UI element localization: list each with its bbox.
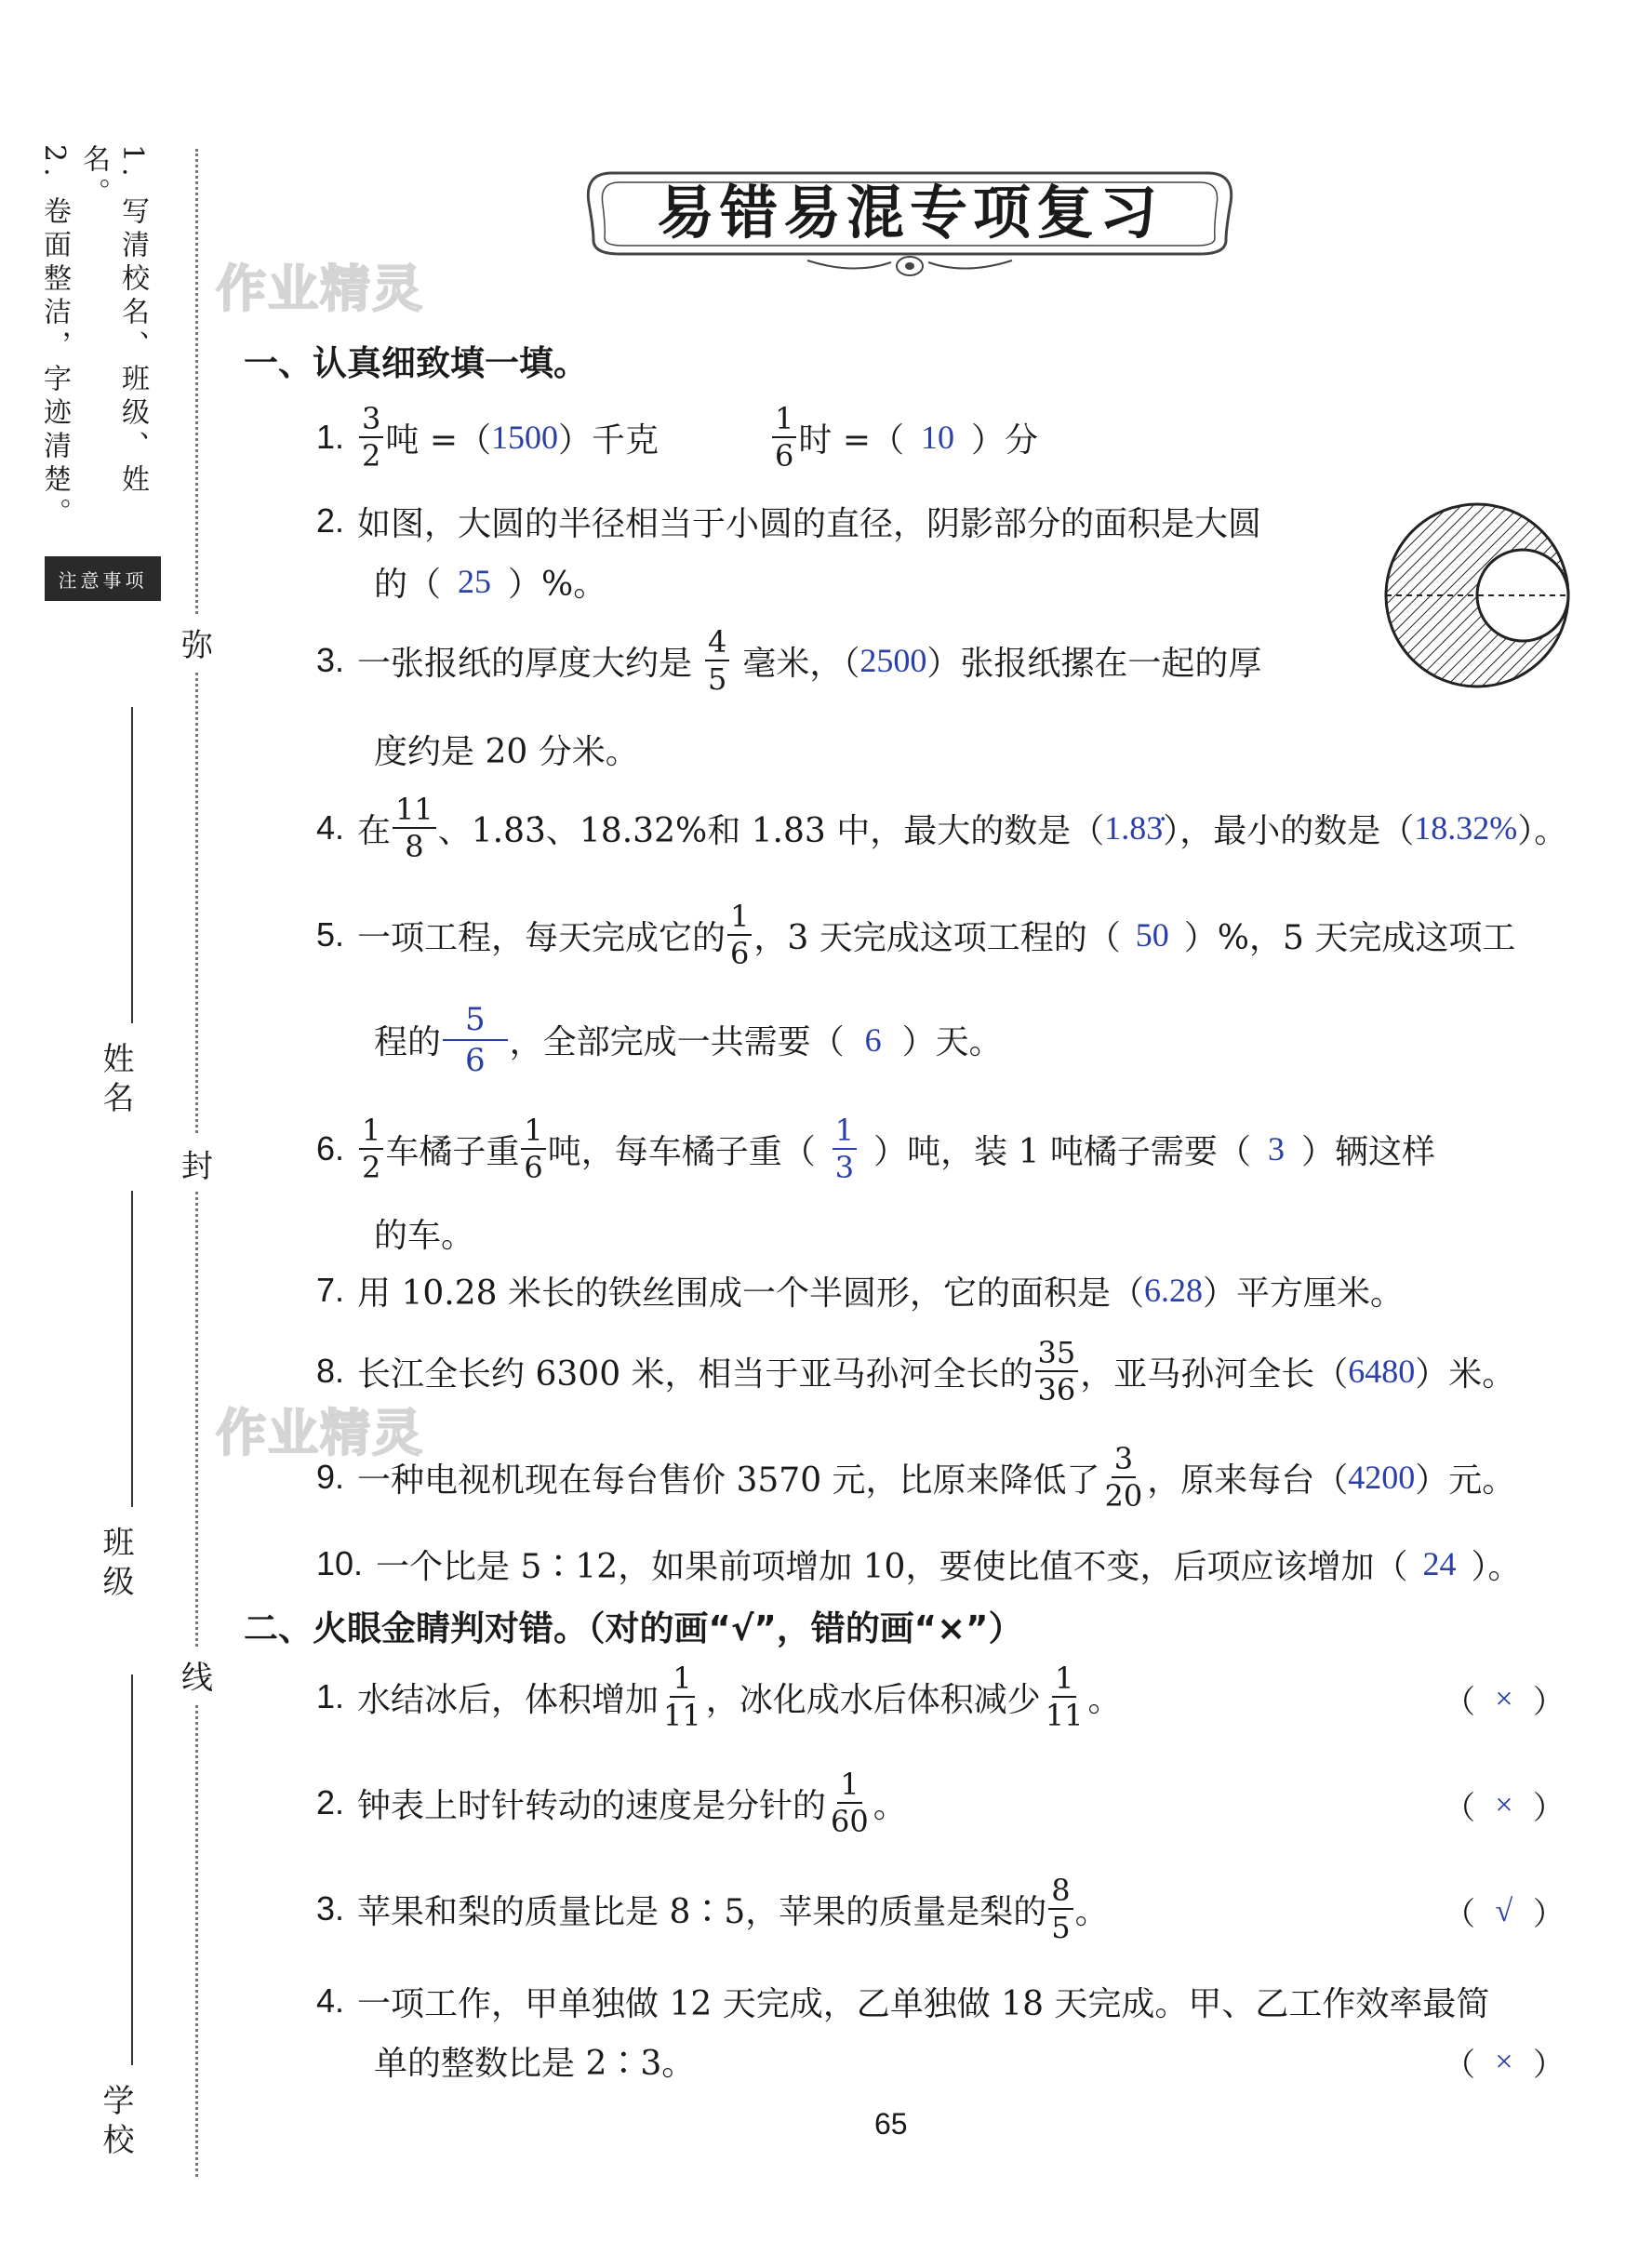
fraction-answer — [443, 1000, 508, 1079]
numerator: 5 — [443, 1004, 508, 1041]
denominator: 36 — [1037, 1372, 1076, 1407]
text: 长江全长约 6300 米，相当于亚马孙河全长的 — [357, 1354, 1033, 1394]
text: 水结冰后，体积增加 — [357, 1680, 659, 1719]
school-field-line — [131, 1674, 133, 2065]
question-9 — [316, 1438, 1515, 1516]
answer: 6.28 — [1143, 1272, 1203, 1309]
question-1 — [316, 400, 1038, 474]
denominator: 3 — [834, 1150, 855, 1185]
text: 一个比是 5∶12，如果前项增加 10，要使比值不变，后项应该增加（ — [376, 1547, 1408, 1586]
watermark: 作业精灵 — [216, 260, 424, 318]
denominator: 11 — [1045, 1698, 1084, 1733]
fraction — [705, 624, 729, 697]
fraction — [828, 1767, 872, 1839]
text: ）千克 — [558, 420, 659, 460]
question-10 — [316, 1541, 1521, 1587]
question-3-line-2 — [374, 726, 639, 772]
numerator: 1 — [1052, 1663, 1076, 1698]
text: ）米。 — [1415, 1354, 1516, 1394]
denominator: 5 — [1051, 1910, 1071, 1945]
bracket: ） — [1533, 2047, 1565, 2084]
name-field-line — [131, 707, 133, 1023]
text: ）。 — [1471, 1547, 1522, 1586]
text: ）分 — [970, 420, 1038, 460]
answer: 50 — [1135, 916, 1169, 954]
answer-bracket — [1444, 1676, 1565, 1722]
question-number: 4. — [316, 808, 345, 847]
text: ）天。 — [901, 1023, 1003, 1061]
denominator: 20 — [1104, 1478, 1143, 1514]
denominator: 6 — [730, 936, 750, 971]
question-6 — [316, 1107, 1435, 1191]
fraction — [727, 899, 752, 971]
fraction — [359, 1113, 383, 1185]
fraction-answer — [833, 1113, 857, 1185]
text: 吨，每车橘子重（ — [547, 1132, 816, 1171]
text: 如图，大圆的半径相当于小圆的直径，阴影部分的面积是大圆 — [357, 504, 1262, 543]
question-number: 2. — [316, 1783, 345, 1821]
fraction — [660, 1661, 704, 1733]
question-7 — [316, 1267, 1404, 1314]
text: ）张报纸摞在一起的厚 — [926, 644, 1262, 683]
text: 。 — [1074, 1892, 1109, 1931]
text: 毫米，（ — [742, 644, 860, 683]
answer: 4200 — [1348, 1459, 1416, 1496]
question-number: 1. — [316, 418, 345, 456]
circle-figure-icon — [1377, 495, 1578, 696]
fraction — [1048, 1873, 1072, 1945]
name-field-label: 姓名 — [97, 1042, 134, 1120]
numerator: 1 — [837, 1769, 861, 1804]
denominator: 5 — [708, 661, 727, 697]
question-4 — [316, 791, 1567, 865]
bracket: ） — [1533, 1790, 1565, 1827]
fraction — [1102, 1441, 1146, 1514]
question-number: 4. — [316, 1981, 345, 2020]
question-number: 2. — [316, 501, 345, 540]
text: 程的 — [374, 1023, 442, 1061]
text: ）%。 — [508, 565, 607, 604]
bracket: （ — [1444, 1684, 1475, 1721]
bracket: （ — [1444, 2047, 1475, 2084]
judge-mark: × — [1495, 1681, 1513, 1716]
text: ，3 天完成这项工程的（ — [753, 918, 1121, 957]
judge-question-3 — [316, 1870, 1109, 1948]
section-heading: 一、认真细致填一填。 — [244, 343, 588, 383]
answer: 24 — [1422, 1545, 1457, 1582]
text: 时 =（ — [798, 420, 904, 460]
text: 一项工程，每天完成它的 — [357, 918, 726, 957]
question-number: 6. — [316, 1129, 345, 1167]
text: ，亚马孙河全长（ — [1080, 1354, 1349, 1394]
question-3 — [316, 623, 1261, 698]
binding-margin — [0, 0, 213, 2268]
question-number: 9. — [316, 1458, 345, 1496]
text: 钟表上时针转动的速度是分针的 — [357, 1786, 827, 1825]
text: ）平方厘米。 — [1202, 1274, 1404, 1313]
text: ，原来每台（ — [1147, 1461, 1349, 1500]
text: 一张报纸的厚度大约是 — [357, 644, 693, 683]
answer-bracket — [1444, 1782, 1565, 1828]
question-6-line-2 — [374, 1209, 474, 1256]
fraction — [1043, 1661, 1086, 1733]
question-8 — [316, 1332, 1515, 1410]
text: 吨 =（ — [385, 420, 491, 460]
bracket: ） — [1532, 1896, 1565, 1933]
question-2-line-2 — [374, 558, 606, 605]
judge-question-4 — [316, 1978, 1489, 2024]
question-5 — [316, 898, 1515, 972]
answer: 25 — [458, 563, 492, 600]
denominator: 6 — [465, 1041, 486, 1079]
question-number: 8. — [316, 1352, 345, 1390]
numerator: 8 — [1048, 1875, 1072, 1910]
denominator: 2 — [362, 438, 381, 474]
class-field-label: 班级 — [97, 1526, 134, 1604]
title-banner — [575, 156, 1245, 287]
judge-question-4-line-2 — [374, 2037, 695, 2084]
numerator: 3 — [1112, 1444, 1136, 1478]
question-5-line-2 — [374, 995, 1003, 1084]
answer: 2500 — [859, 642, 927, 679]
judge-mark: × — [1495, 1787, 1513, 1822]
text: 。 — [873, 1786, 907, 1825]
question-2 — [316, 498, 1261, 544]
text: ，冰化成水后体积减少 — [705, 1680, 1041, 1719]
denominator: 2 — [362, 1150, 381, 1185]
answer: 6480 — [1348, 1353, 1416, 1390]
question-number: 1. — [316, 1677, 345, 1715]
judge-question-1 — [316, 1658, 1122, 1736]
text: ）辆这样 — [1300, 1132, 1435, 1171]
question-number: 3. — [316, 641, 345, 679]
question-number: 7. — [316, 1271, 345, 1309]
text: 一种电视机现在每台售价 3570 元，比原来降低了 — [357, 1461, 1100, 1500]
text: 。 — [1087, 1680, 1122, 1719]
answer: 10 — [920, 419, 954, 456]
bracket: ） — [1533, 1684, 1565, 1721]
text: 度约是 20 分米。 — [374, 732, 639, 771]
class-field-line — [131, 1191, 133, 1507]
judge-question-2 — [316, 1764, 907, 1842]
answer-bracket — [1444, 1888, 1565, 1934]
answer: 6 — [864, 1021, 882, 1059]
judge-mark: √ — [1495, 1893, 1513, 1928]
fraction — [521, 1113, 545, 1185]
text: ）%，5 天完成这项工 — [1183, 918, 1516, 957]
answer: 1.83̇ — [1104, 809, 1164, 847]
text: 的车。 — [374, 1216, 475, 1255]
notice-text — [38, 144, 152, 535]
text: ）。 — [1517, 811, 1568, 850]
notice-tag: 注意事项 — [45, 556, 161, 601]
cut-mark-feng: 封 — [181, 1135, 213, 1192]
text: 、1.83̇、18.32%和 1.83 中，最大的数是（ — [437, 811, 1105, 850]
denominator: 8 — [405, 829, 424, 864]
fraction — [393, 792, 436, 864]
answer: 1500 — [491, 419, 558, 456]
question-number: 5. — [316, 915, 345, 954]
bracket: （ — [1444, 1896, 1475, 1933]
text: 在 — [357, 811, 392, 850]
bracket: （ — [1444, 1790, 1475, 1827]
numerator: 1 — [670, 1663, 694, 1698]
cut-mark-mi: 弥 — [181, 614, 213, 671]
denominator: 6 — [524, 1150, 543, 1185]
denominator: 11 — [663, 1698, 701, 1733]
text: ）吨，装 1 吨橘子需要（ — [873, 1132, 1251, 1171]
text: 车橘子重 — [385, 1132, 520, 1171]
numerator: 1 — [359, 1115, 383, 1150]
text: 用 10.28 米长的铁丝围成一个半圆形，它的面积是（ — [357, 1274, 1144, 1313]
text: 苹果和梨的质量比是 8∶5，苹果的质量是梨的 — [357, 1892, 1047, 1931]
fraction — [1035, 1335, 1079, 1407]
question-number: 10. — [316, 1544, 364, 1582]
question-number: 3. — [316, 1889, 345, 1928]
answer: 3 — [1267, 1130, 1285, 1167]
text: ，全部完成一共需要（ — [509, 1023, 845, 1061]
judge-mark: × — [1495, 2044, 1513, 2079]
denominator: 60 — [831, 1804, 869, 1839]
cut-mark-xian: 线 — [181, 1647, 213, 1703]
numerator: 1 — [772, 404, 796, 438]
fraction — [772, 401, 796, 474]
numerator: 4 — [705, 627, 729, 661]
page-number: 65 — [874, 2107, 908, 2141]
answer: 18.32% — [1414, 809, 1518, 847]
notice-line-1: 1. 写清校名、班级、姓名。 — [77, 144, 149, 499]
section-heading: 二、火眼金睛判对错。（对的画“√”，错的画“×”） — [244, 1608, 1023, 1648]
numerator: 35 — [1035, 1338, 1079, 1372]
answer-bracket — [1444, 2039, 1565, 2085]
fraction — [359, 401, 383, 474]
denominator: 6 — [775, 438, 794, 474]
text: ）元。 — [1415, 1461, 1516, 1500]
numerator: 3 — [359, 404, 383, 438]
text: 单的整数比是 2∶3。 — [374, 2044, 696, 2083]
school-field-label: 学校 — [97, 2084, 134, 2162]
numerator: 11 — [393, 794, 436, 829]
numerator: 1 — [521, 1115, 545, 1150]
watermark: 作业精灵 — [216, 1404, 424, 1462]
numerator: 1 — [727, 901, 752, 936]
text: 一项工作，甲单独做 12 天完成，乙单独做 18 天完成。甲、乙工作效率最简 — [357, 1984, 1490, 2023]
text: 的（ — [374, 565, 442, 604]
text: ），最小的数是（ — [1163, 811, 1415, 850]
notice-line-2: 2. 卷面整洁，字迹清楚。 — [38, 144, 71, 532]
numerator: 1 — [833, 1115, 857, 1150]
page-title: 易错易混专项复习 — [656, 178, 1163, 247]
